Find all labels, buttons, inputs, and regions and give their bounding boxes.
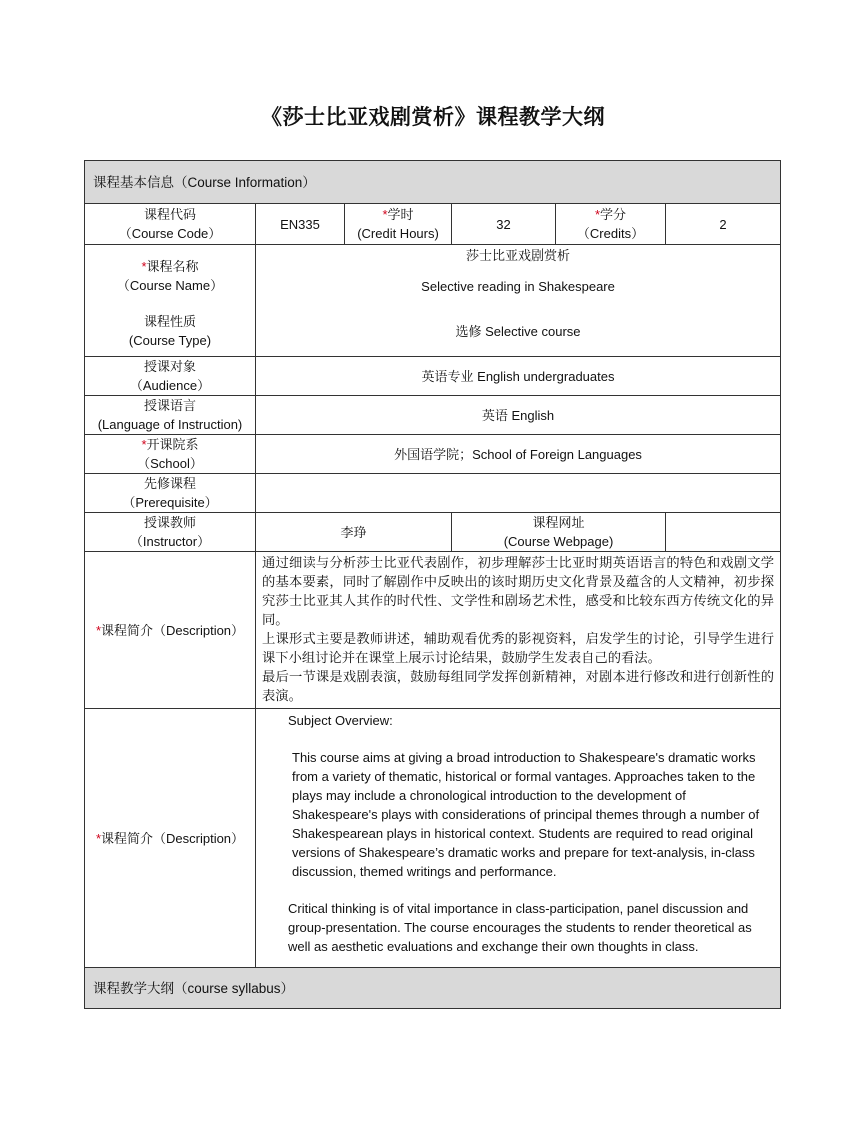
row-instructor xyxy=(85,513,781,552)
description-cn-para3: 最后一节课是戏剧表演，鼓励每组同学发挥创新精神，对剧本进行修改和进行创新性的表演。 xyxy=(262,670,775,704)
row-prerequisite xyxy=(85,474,781,513)
required-star: * xyxy=(141,437,147,452)
description-en-para2: Critical thinking is of vital importance in class-participation, panel discussion and group-presentation. The course encourages the students to render theoretical as well as aesthetic evaluations and exchange their own thoughts in class. xyxy=(288,901,752,954)
row-description-en xyxy=(85,709,781,968)
label-cn: 先修课程 xyxy=(143,476,196,491)
spacer xyxy=(288,881,774,899)
required-star: * xyxy=(95,622,102,638)
row-audience xyxy=(85,357,781,396)
course-code-label xyxy=(85,204,256,245)
label-en: (Course Webpage) xyxy=(503,534,614,549)
school-label xyxy=(85,435,256,474)
label: 课程简介（Description） xyxy=(101,830,245,846)
instructor-value: 李琤 xyxy=(256,513,452,552)
label-en: (Course Type) xyxy=(128,333,212,349)
course-info-table xyxy=(84,160,781,1009)
label-en: (Credit Hours) xyxy=(357,226,439,241)
course-name-en: Selective reading in Shakespeare xyxy=(421,279,615,294)
row-code-hours-credits xyxy=(85,204,781,245)
webpage-value xyxy=(666,513,781,552)
course-type-value: 选修 Selective course xyxy=(256,307,781,357)
label-cn: 课程性质 xyxy=(143,314,196,330)
label-cn: 授课语言 xyxy=(143,398,196,413)
description-cn-para1: 通过细读与分析莎士比亚代表剧作，初步理解莎士比亚时期英语语言的特色和戏剧文学的基本要素，同时了解剧作中反映出的该时期历史文化背景及蕴含的人文精神，初步探究莎士比亚其人其作的时代性、文学性和剧场艺术性，感受和比较东西方传统文化的异同。 xyxy=(262,556,775,628)
description-en-text xyxy=(256,709,781,968)
required-star: * xyxy=(141,258,147,274)
label-en: （Course Code） xyxy=(118,226,222,241)
label-cn: 授课教师 xyxy=(143,515,196,530)
section-course-syllabus xyxy=(85,968,781,1009)
label-en: (Language of Instruction) xyxy=(97,417,243,432)
required-star: * xyxy=(382,207,388,222)
label-en: （Prerequisite） xyxy=(122,495,218,510)
course-name-label xyxy=(85,245,256,307)
label-en: （Audience） xyxy=(129,378,211,393)
label-cn: 课程名称 xyxy=(146,258,199,274)
audience-label xyxy=(85,357,256,396)
section-label: 课程教学大纲（course syllabus） xyxy=(85,968,781,1009)
label-cn: 课程网址 xyxy=(532,515,585,530)
required-star: * xyxy=(95,830,102,846)
credits-value: 2 xyxy=(666,204,781,245)
label-en: （School） xyxy=(137,456,203,471)
description-cn-para2: 上课形式主要是教师讲述，辅助观看优秀的影视资料，启发学生的讨论，引导学生进行课下小组讨论并在课堂上展示讨论结果，鼓励学生发表自己的看法。 xyxy=(262,632,775,666)
description-cn-label xyxy=(85,552,256,709)
school-value: 外国语学院；School of Foreign Languages xyxy=(256,435,781,474)
language-label xyxy=(85,396,256,435)
prerequisite-label xyxy=(85,474,256,513)
row-course-type xyxy=(85,307,781,357)
description-en-para1: This course aims at giving a broad introduction to Shakespeare's dramatic works from a variety of thematic, historical or formal vantages. Approaches taken to the plays may include a chronological introduction to the development of Shakespeare's plays with considerations of principal themes through a number of Shakespearean plays in historical context. Students are required to read original versions of Shakespeare’s dramatic works and prepare for text-analysis, in-class discussion, themed writings and performance. xyxy=(292,750,760,879)
description-en-label xyxy=(85,709,256,968)
credit-hours-label xyxy=(345,204,452,245)
required-star: * xyxy=(594,207,601,222)
label-cn: 课程代码 xyxy=(143,207,196,222)
label-cn: 学分 xyxy=(600,207,627,222)
webpage-label xyxy=(452,513,666,552)
instructor-label xyxy=(85,513,256,552)
row-language xyxy=(85,396,781,435)
label-en: （Credits） xyxy=(576,226,645,241)
row-school xyxy=(85,435,781,474)
credit-hours-value: 32 xyxy=(452,204,556,245)
section-label: 课程基本信息（Course Information） xyxy=(85,161,781,204)
language-value: 英语 English xyxy=(256,396,781,435)
course-code-value: EN335 xyxy=(256,204,345,245)
course-name-value xyxy=(256,245,781,307)
course-type-label xyxy=(85,307,256,357)
row-course-name xyxy=(85,245,781,307)
label-cn: 开课院系 xyxy=(146,437,199,452)
page-title: 《莎士比亚戏剧赏析》课程教学大纲 xyxy=(261,104,605,129)
course-name-cn: 莎士比亚戏剧赏析 xyxy=(466,248,571,263)
label-cn: 学时 xyxy=(387,207,414,222)
section-course-information xyxy=(85,161,781,204)
label-en: （Instructor） xyxy=(129,534,211,549)
label-cn: 授课对象 xyxy=(143,359,196,374)
label-en: （Course Name） xyxy=(116,277,224,293)
label: 课程简介（Description） xyxy=(101,622,245,638)
description-en-heading: Subject Overview: xyxy=(288,713,393,728)
prerequisite-value xyxy=(256,474,781,513)
credits-label xyxy=(556,204,666,245)
row-description-cn xyxy=(85,552,781,709)
description-cn-text xyxy=(256,552,781,709)
audience-value: 英语专业 English undergraduates xyxy=(256,357,781,396)
spacer xyxy=(288,730,774,748)
